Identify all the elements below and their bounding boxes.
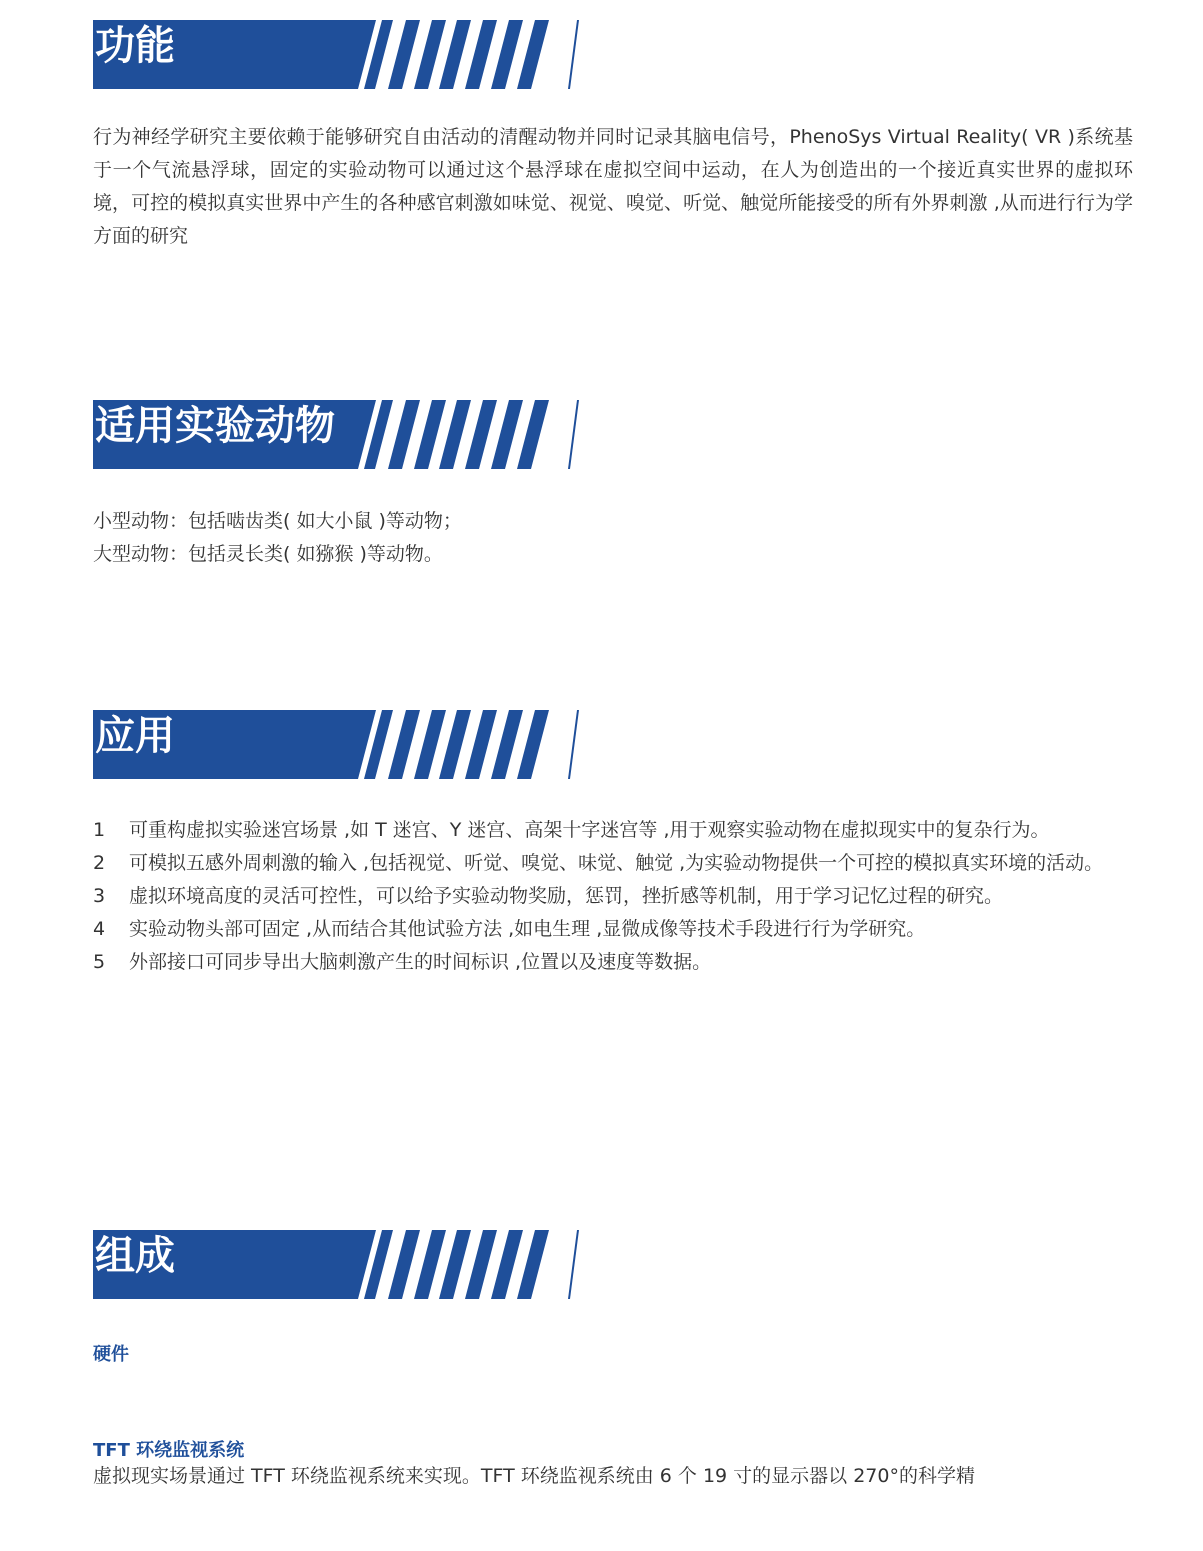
list-item-text: 实验动物头部可固定 ,从而结合其他试验方法 ,如电生理 ,显微成像等技术手段进行行为学研究。: [129, 918, 926, 940]
list-item-text: 虚拟环境高度的灵活可控性，可以给予实验动物奖励，惩罚，挫折感等机制，用于学习记忆过程的研究。: [129, 885, 1004, 907]
list-item-text: 可重构虚拟实验迷宫场景 ,如 T 迷宫、Y 迷宫、高架十字迷宫等 ,用于观察实验动物在虚拟现实中的复杂行为。: [129, 819, 1050, 841]
applications-list: [93, 815, 1133, 980]
hardware-heading: 硬件: [93, 1344, 129, 1365]
animal-line-small: 小型动物：包括啮齿类( 如大小鼠 )等动物；: [93, 510, 462, 532]
list-item-text: 外部接口可同步导出大脑刺激产生的时间标识 ,位置以及速度等数据。: [129, 951, 712, 973]
section-header-function: [93, 20, 593, 90]
section-title: 功能: [95, 23, 175, 69]
list-item: [93, 947, 1133, 978]
list-item: [93, 848, 1133, 879]
section-header-animals: [93, 400, 593, 470]
list-item-number: 1: [93, 819, 106, 841]
list-item: [93, 881, 1133, 912]
list-item-number: 4: [93, 918, 106, 940]
tft-description: 虚拟现实场景通过 TFT 环绕监视系统来实现。TFT 环绕监视系统由 6 个 19 寸的显示器以 270°的科学精: [93, 1465, 975, 1487]
list-item-number: 2: [93, 852, 106, 874]
animal-line-large: 大型动物：包括灵长类( 如猕猴 )等动物。: [93, 543, 443, 565]
function-description: 行为神经学研究主要依赖于能够研究自由活动的清醒动物并同时记录其脑电信号，PhenoSys Virtual Reality( VR )系统基于一个气流悬浮球，固定的实验动物可以通过这个悬浮球在虚拟空间中运动，在人为创造出的一个接近真实世界的虚拟环境，可控的模拟真实世界中产生的各种感官刺激如味觉、视觉、嗅觉、听觉、触觉所能接受的所有外界刺激 ,从而进行行为学方面的研究: [93, 126, 1133, 247]
section-header-composition: [93, 1230, 593, 1300]
section-title: 组成: [95, 1233, 175, 1279]
section-header-applications: [93, 710, 593, 780]
list-item-number: 5: [93, 951, 106, 973]
list-item-number: 3: [93, 885, 106, 907]
list-item: [93, 815, 1133, 846]
list-item-text: 可模拟五感外周刺激的输入 ,包括视觉、听觉、嗅觉、味觉、触觉 ,为实验动物提供一个可控的模拟真实环境的活动。: [129, 852, 1104, 874]
list-item: [93, 914, 1133, 945]
tft-heading: TFT 环绕监视系统: [93, 1440, 245, 1461]
section-title: 应用: [95, 713, 175, 759]
section-title: 适用实验动物: [95, 403, 335, 449]
